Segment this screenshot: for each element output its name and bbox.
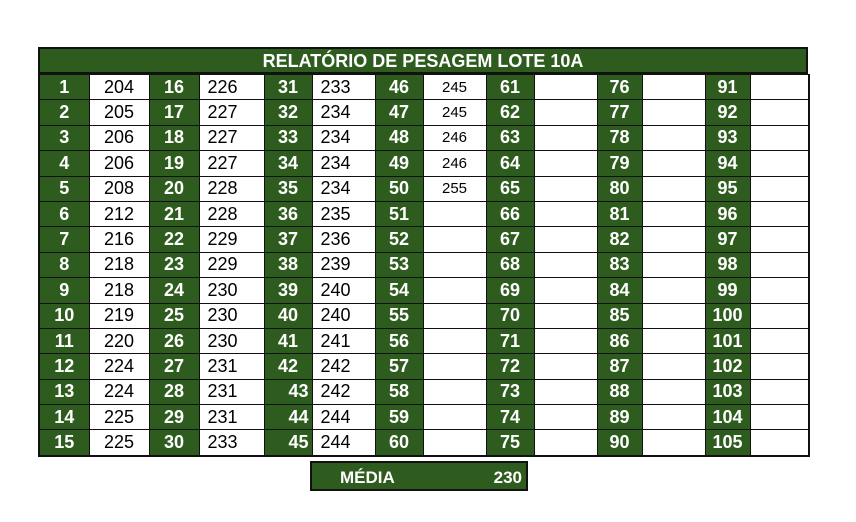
animal-number-cell: 68 xyxy=(486,252,534,277)
weight-cell: 234 xyxy=(312,100,375,125)
weight-cell xyxy=(750,75,809,100)
animal-number-cell: 59 xyxy=(375,405,423,430)
weight-cell: 240 xyxy=(312,303,375,328)
weight-cell xyxy=(642,100,705,125)
animal-number-cell: 91 xyxy=(705,75,750,100)
animal-number-cell: 30 xyxy=(149,430,199,456)
average-value: 230 xyxy=(493,468,522,487)
weight-cell xyxy=(750,379,809,404)
animal-number-cell: 47 xyxy=(375,100,423,125)
animal-number-cell: 15 xyxy=(39,430,89,456)
weight-cell: 226 xyxy=(199,75,264,100)
animal-number-cell: 3 xyxy=(39,125,89,150)
weight-cell: 227 xyxy=(199,125,264,150)
weight-cell: 242 xyxy=(312,379,375,404)
animal-number-cell: 96 xyxy=(705,201,750,226)
weight-cell: 244 xyxy=(312,405,375,430)
weight-cell xyxy=(750,201,809,226)
animal-number-cell: 100 xyxy=(705,303,750,328)
weight-cell xyxy=(750,252,809,277)
weight-cell xyxy=(423,354,486,379)
weight-cell: 220 xyxy=(89,328,149,353)
weight-cell: 229 xyxy=(199,252,264,277)
table-row xyxy=(39,303,809,328)
animal-number-cell: 82 xyxy=(597,227,642,252)
weight-cell xyxy=(534,75,597,100)
animal-number-cell: 48 xyxy=(375,125,423,150)
animal-number-cell: 78 xyxy=(597,125,642,150)
weight-cell xyxy=(534,125,597,150)
weight-cell xyxy=(534,201,597,226)
weight-cell xyxy=(534,278,597,303)
weight-cell: 231 xyxy=(199,354,264,379)
weight-cell xyxy=(534,430,597,456)
animal-number-cell: 61 xyxy=(486,75,534,100)
weight-cell: 225 xyxy=(89,405,149,430)
animal-number-cell: 72 xyxy=(486,354,534,379)
weight-cell: 227 xyxy=(199,151,264,176)
animal-number-cell: 1 xyxy=(39,75,89,100)
weight-cell xyxy=(534,252,597,277)
animal-number-cell: 66 xyxy=(486,201,534,226)
weight-cell xyxy=(750,405,809,430)
weight-cell xyxy=(534,151,597,176)
weight-cell xyxy=(642,252,705,277)
animal-number-cell: 60 xyxy=(375,430,423,456)
animal-number-cell: 12 xyxy=(39,354,89,379)
weight-cell xyxy=(642,303,705,328)
report-title: RELATÓRIO DE PESAGEM LOTE 10A xyxy=(38,47,808,74)
animal-number-cell: 62 xyxy=(486,100,534,125)
weight-cell xyxy=(534,379,597,404)
animal-number-cell: 94 xyxy=(705,151,750,176)
animal-number-cell: 85 xyxy=(597,303,642,328)
weight-cell xyxy=(750,227,809,252)
animal-number-cell: 49 xyxy=(375,151,423,176)
animal-number-cell: 79 xyxy=(597,151,642,176)
weight-cell xyxy=(642,278,705,303)
weight-cell xyxy=(423,252,486,277)
table-row xyxy=(39,176,809,201)
animal-number-cell: 2 xyxy=(39,100,89,125)
animal-number-cell: 4 xyxy=(39,151,89,176)
animal-number-cell: 102 xyxy=(705,354,750,379)
animal-number-cell: 9 xyxy=(39,278,89,303)
weight-cell xyxy=(423,201,486,226)
animal-number-cell: 83 xyxy=(597,252,642,277)
weight-cell xyxy=(750,354,809,379)
animal-number-cell: 87 xyxy=(597,354,642,379)
weight-cell: 204 xyxy=(89,75,149,100)
animal-number-cell: 5 xyxy=(39,176,89,201)
weight-cell: 231 xyxy=(199,379,264,404)
animal-number-cell: 52 xyxy=(375,227,423,252)
weight-cell xyxy=(642,379,705,404)
weight-cell: 242 xyxy=(312,354,375,379)
animal-number-cell: 57 xyxy=(375,354,423,379)
animal-number-cell: 98 xyxy=(705,252,750,277)
animal-number-cell: 21 xyxy=(149,201,199,226)
weight-cell xyxy=(642,354,705,379)
animal-number-cell: 23 xyxy=(149,252,199,277)
weighing-report xyxy=(38,47,808,457)
animal-number-cell: 41 xyxy=(264,328,312,353)
animal-number-cell: 67 xyxy=(486,227,534,252)
weight-cell: 219 xyxy=(89,303,149,328)
table-row xyxy=(39,252,809,277)
weight-cell xyxy=(423,405,486,430)
weight-cell: 239 xyxy=(312,252,375,277)
table-row xyxy=(39,379,809,404)
animal-number-cell: 64 xyxy=(486,151,534,176)
weight-cell xyxy=(423,430,486,456)
weight-cell xyxy=(534,328,597,353)
weight-cell: 230 xyxy=(199,328,264,353)
animal-number-cell: 65 xyxy=(486,176,534,201)
table-row xyxy=(39,151,809,176)
weight-cell: 228 xyxy=(199,176,264,201)
animal-number-cell: 20 xyxy=(149,176,199,201)
weight-cell xyxy=(750,176,809,201)
animal-number-cell: 16 xyxy=(149,75,199,100)
animal-number-cell: 34 xyxy=(264,151,312,176)
animal-number-cell: 84 xyxy=(597,278,642,303)
animal-number-cell: 50 xyxy=(375,176,423,201)
weight-cell xyxy=(642,151,705,176)
animal-number-cell: 56 xyxy=(375,328,423,353)
table-row xyxy=(39,125,809,150)
weight-cell xyxy=(534,100,597,125)
weight-cell xyxy=(750,430,809,456)
animal-number-cell: 22 xyxy=(149,227,199,252)
animal-number-cell: 93 xyxy=(705,125,750,150)
animal-number-cell: 25 xyxy=(149,303,199,328)
weight-cell: 245 xyxy=(423,100,486,125)
weight-cell xyxy=(750,303,809,328)
animal-number-cell: 55 xyxy=(375,303,423,328)
weight-cell xyxy=(423,278,486,303)
weight-cell xyxy=(642,227,705,252)
weight-cell xyxy=(423,303,486,328)
animal-number-cell: 33 xyxy=(264,125,312,150)
animal-number-cell: 89 xyxy=(597,405,642,430)
weight-cell: 206 xyxy=(89,125,149,150)
weight-cell xyxy=(642,430,705,456)
animal-number-cell: 74 xyxy=(486,405,534,430)
animal-number-cell: 43 xyxy=(264,379,312,404)
weight-cell xyxy=(750,328,809,353)
animal-number-cell: 7 xyxy=(39,227,89,252)
table-row xyxy=(39,278,809,303)
weight-cell: 246 xyxy=(423,151,486,176)
weight-cell xyxy=(423,227,486,252)
animal-number-cell: 29 xyxy=(149,405,199,430)
weight-cell: 206 xyxy=(89,151,149,176)
weight-cell xyxy=(642,405,705,430)
animal-number-cell: 14 xyxy=(39,405,89,430)
animal-number-cell: 88 xyxy=(597,379,642,404)
weight-cell xyxy=(534,176,597,201)
weight-cell xyxy=(750,125,809,150)
animal-number-cell: 18 xyxy=(149,125,199,150)
average-box xyxy=(310,461,528,491)
animal-number-cell: 71 xyxy=(486,328,534,353)
weight-cell: 224 xyxy=(89,379,149,404)
table-row xyxy=(39,354,809,379)
weight-cell xyxy=(534,303,597,328)
animal-number-cell: 44 xyxy=(264,405,312,430)
weight-cell xyxy=(642,201,705,226)
weight-cell: 255 xyxy=(423,176,486,201)
table-row xyxy=(39,328,809,353)
animal-number-cell: 86 xyxy=(597,328,642,353)
weight-cell: 230 xyxy=(199,303,264,328)
weight-cell: 236 xyxy=(312,227,375,252)
animal-number-cell: 63 xyxy=(486,125,534,150)
animal-number-cell: 24 xyxy=(149,278,199,303)
animal-number-cell: 75 xyxy=(486,430,534,456)
weight-cell xyxy=(642,75,705,100)
table-row xyxy=(39,75,809,100)
animal-number-cell: 69 xyxy=(486,278,534,303)
weight-cell: 246 xyxy=(423,125,486,150)
weight-cell: 227 xyxy=(199,100,264,125)
weight-cell: 205 xyxy=(89,100,149,125)
animal-number-cell: 27 xyxy=(149,354,199,379)
weight-cell xyxy=(642,328,705,353)
animal-number-cell: 73 xyxy=(486,379,534,404)
weight-cell: 229 xyxy=(199,227,264,252)
animal-number-cell: 39 xyxy=(264,278,312,303)
weight-cell: 230 xyxy=(199,278,264,303)
animal-number-cell: 13 xyxy=(39,379,89,404)
weight-cell xyxy=(750,151,809,176)
table-row xyxy=(39,405,809,430)
animal-number-cell: 103 xyxy=(705,379,750,404)
animal-number-cell: 51 xyxy=(375,201,423,226)
weight-cell: 218 xyxy=(89,252,149,277)
weight-cell: 231 xyxy=(199,405,264,430)
animal-number-cell: 28 xyxy=(149,379,199,404)
animal-number-cell: 104 xyxy=(705,405,750,430)
animal-number-cell: 97 xyxy=(705,227,750,252)
animal-number-cell: 8 xyxy=(39,252,89,277)
animal-number-cell: 81 xyxy=(597,201,642,226)
table-row xyxy=(39,227,809,252)
weight-cell: 208 xyxy=(89,176,149,201)
weight-cell: 244 xyxy=(312,430,375,456)
weight-cell: 245 xyxy=(423,75,486,100)
animal-number-cell: 6 xyxy=(39,201,89,226)
animal-number-cell: 19 xyxy=(149,151,199,176)
animal-number-cell: 45 xyxy=(264,430,312,456)
weight-cell xyxy=(534,405,597,430)
animal-number-cell: 76 xyxy=(597,75,642,100)
average-label: MÉDIA xyxy=(340,468,395,487)
weight-cell: 234 xyxy=(312,176,375,201)
animal-number-cell: 38 xyxy=(264,252,312,277)
animal-number-cell: 35 xyxy=(264,176,312,201)
animal-number-cell: 54 xyxy=(375,278,423,303)
weight-cell xyxy=(750,278,809,303)
table-row xyxy=(39,430,809,456)
weight-cell: 240 xyxy=(312,278,375,303)
weight-cell: 216 xyxy=(89,227,149,252)
weight-cell xyxy=(423,328,486,353)
weight-cell: 224 xyxy=(89,354,149,379)
weight-cell: 218 xyxy=(89,278,149,303)
animal-number-cell: 105 xyxy=(705,430,750,456)
weight-cell: 233 xyxy=(312,75,375,100)
weight-cell: 234 xyxy=(312,125,375,150)
animal-number-cell: 58 xyxy=(375,379,423,404)
weight-cell xyxy=(534,227,597,252)
animal-number-cell: 36 xyxy=(264,201,312,226)
weight-cell xyxy=(423,379,486,404)
animal-number-cell: 70 xyxy=(486,303,534,328)
table-row xyxy=(39,201,809,226)
animal-number-cell: 31 xyxy=(264,75,312,100)
weight-cell: 233 xyxy=(199,430,264,456)
weight-cell xyxy=(750,100,809,125)
weight-cell xyxy=(642,125,705,150)
animal-number-cell: 17 xyxy=(149,100,199,125)
animal-number-cell: 80 xyxy=(597,176,642,201)
animal-number-cell: 95 xyxy=(705,176,750,201)
weight-cell: 235 xyxy=(312,201,375,226)
weights-table xyxy=(38,74,810,457)
animal-number-cell: 99 xyxy=(705,278,750,303)
weight-cell xyxy=(534,354,597,379)
animal-number-cell: 77 xyxy=(597,100,642,125)
animal-number-cell: 11 xyxy=(39,328,89,353)
animal-number-cell: 42 xyxy=(264,354,312,379)
animal-number-cell: 32 xyxy=(264,100,312,125)
weight-cell xyxy=(642,176,705,201)
weight-cell: 234 xyxy=(312,151,375,176)
weight-cell: 225 xyxy=(89,430,149,456)
animal-number-cell: 101 xyxy=(705,328,750,353)
animal-number-cell: 40 xyxy=(264,303,312,328)
animal-number-cell: 37 xyxy=(264,227,312,252)
animal-number-cell: 26 xyxy=(149,328,199,353)
animal-number-cell: 46 xyxy=(375,75,423,100)
weight-cell: 228 xyxy=(199,201,264,226)
weight-cell: 241 xyxy=(312,328,375,353)
animal-number-cell: 90 xyxy=(597,430,642,456)
animal-number-cell: 10 xyxy=(39,303,89,328)
animal-number-cell: 53 xyxy=(375,252,423,277)
weight-cell: 212 xyxy=(89,201,149,226)
animal-number-cell: 92 xyxy=(705,100,750,125)
table-row xyxy=(39,100,809,125)
